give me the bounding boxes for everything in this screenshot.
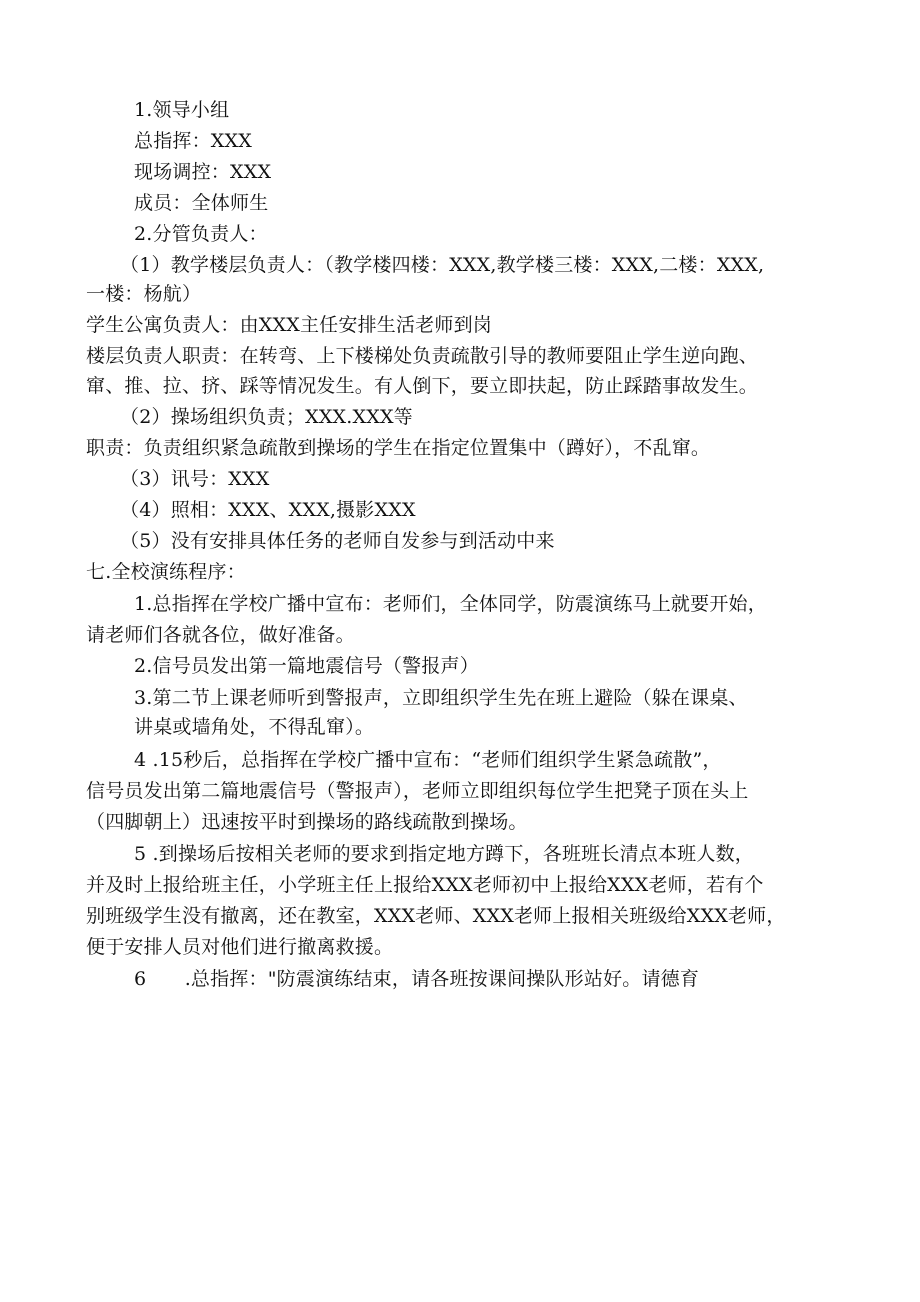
text-line: 信号员发出第二篇地震信号（警报声），老师立即组织每位学生把凳子顶在头上 [86,780,749,802]
text-line: 1.总指挥在学校广播中宣布：老师们，全体同学，防震演练马上就要开始， [134,593,767,615]
text-line: 总指挥：XXX [134,130,252,152]
text-line: 学生公寓负责人：由XXX主任安排生活老师到岗 [86,314,492,336]
text-line: 便于安排人员对他们进行撤离救援。 [86,936,394,958]
text-line: 窜、推、拉、挤、踩等情况发生。有人倒下，要立即扶起，防止踩踏事故发生。 [86,375,759,397]
text-line: 6 .总指挥："防震演练结束，请各班按课间操队形站好。请德育 [134,968,700,990]
text-line: （5）没有安排具体任务的老师自发参与到活动中来 [120,530,555,552]
text-line: 2.分管负责人： [134,223,268,245]
text-line: 并及时上报给班主任，小学班主任上报给XXX老师初中上报给XXX老师，若有个 [86,874,764,896]
text-line: （4）照相：XXX、XXX,摄影XXX [120,499,416,521]
text-line: 成员：全体师生 [134,192,269,214]
text-line: 4 .15秒后，总指挥在学校广播中宣布：“老师们组织学生紧急疏散”， [134,749,722,771]
text-line: 楼层负责人职责：在转弯、上下楼梯处负责疏散引导的教师要阻止学生逆向跑、 [86,345,759,367]
text-line: （2）操场组织负责；XXX.XXX等 [120,406,413,428]
text-line: 别班级学生没有撤离，还在教室，XXX老师、XXX老师上报相关班级给XXX老师， [86,905,786,927]
text-line: 3.第二节上课老师听到警报声，立即组织学生先在班上避险（躲在课桌、 [134,687,748,709]
text-line: 职责：负责组织紧急疏散到操场的学生在指定位置集中（蹲好），不乱窜。 [86,437,711,459]
text-line: （3）讯号：XXX [120,468,270,490]
section-heading: 七.全校演练程序： [86,561,246,583]
text-line: （1）教学楼层负责人：（教学楼四楼：XXX,教学楼三楼：XXX,二楼：XXX, [120,254,765,276]
text-line: 现场调控：XXX [134,161,272,183]
text-line: 请老师们各就各位，做好准备。 [86,624,355,646]
text-line: （四脚朝上）迅速按平时到操场的路线疏散到操场。 [86,811,528,833]
text-line: 讲桌或墙角处，不得乱窜）。 [134,716,375,738]
text-line: 5 .到操场后按相关老师的要求到指定地方蹲下，各班班长清点本班人数， [134,843,754,865]
text-line: 2.信号员发出第一篇地震信号（警报声） [134,655,479,677]
text-line: 1.领导小组 [134,99,230,121]
text-line: 一楼：杨航） [86,283,202,305]
